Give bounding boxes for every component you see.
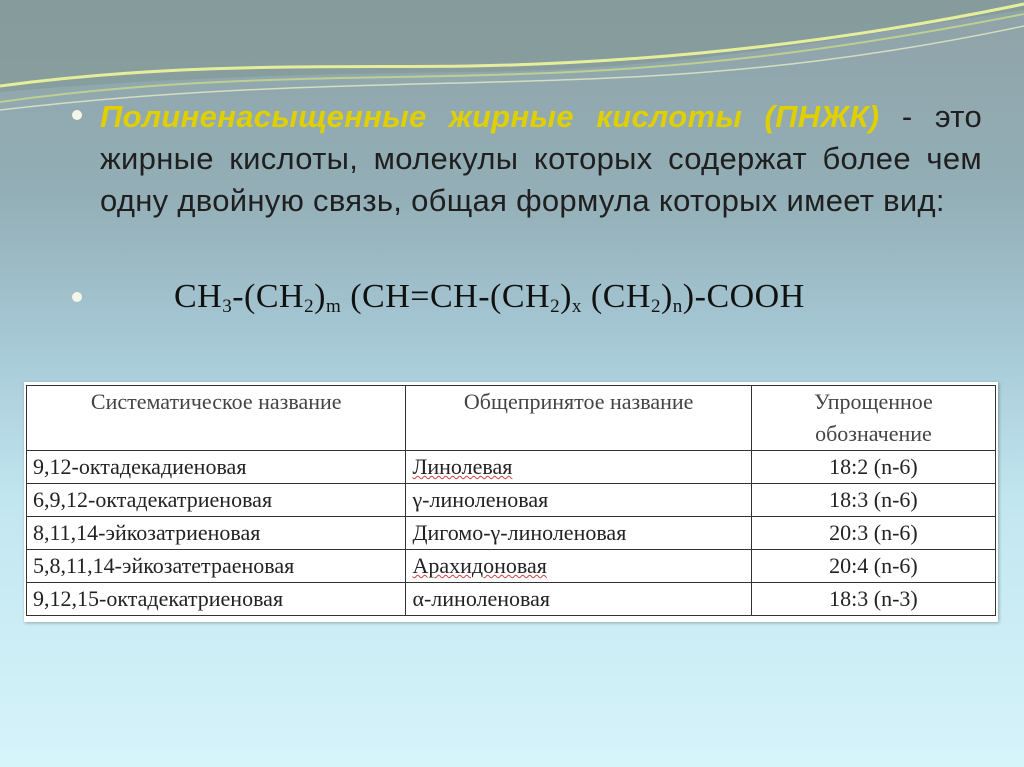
common-name-cell: Линолевая — [406, 451, 751, 484]
definition-bullet — [72, 96, 982, 222]
definition-term: Полиненасыщенные жирные кислоты (ПНЖК) — [100, 99, 880, 134]
short-notation-cell: 20:3 (n-6) — [751, 517, 995, 550]
systematic-name-cell: 5,8,11,14-эйкозатетраеновая — [27, 550, 406, 583]
header-short-notation: Упрощенное обозначение — [751, 386, 995, 451]
short-notation-cell: 20:4 (n-6) — [751, 550, 995, 583]
definition-text: - это жирные кислоты, молекулы которых содержат более чем одну двойную связь, общая формула которых имеет вид: — [100, 99, 982, 218]
formula-bullet — [72, 278, 982, 318]
table-row — [27, 451, 996, 484]
table-row — [27, 517, 996, 550]
header-systematic-name: Систематическое название — [27, 386, 406, 451]
bullet-dot-icon — [72, 292, 82, 302]
table-row — [27, 583, 996, 616]
short-notation-cell: 18:2 (n-6) — [751, 451, 995, 484]
common-name-cell: Арахидоновая — [406, 550, 751, 583]
fatty-acids-table-frame — [24, 382, 998, 622]
systematic-name-cell: 9,12,15-октадекатриеновая — [27, 583, 406, 616]
common-name-cell: Дигомо-γ-линоленовая — [406, 517, 751, 550]
common-name-cell: α-линоленовая — [406, 583, 751, 616]
systematic-name-cell: 6,9,12-октадекатриеновая — [27, 484, 406, 517]
short-notation-cell: 18:3 (n-6) — [751, 484, 995, 517]
general-formula: $CH_3-(CH_2)_m$ ($CH=CH-(CH_2)_x$ $(CH_2)_n$)-COOH — [174, 278, 805, 317]
table-row — [27, 484, 996, 517]
bullet-dot-icon — [72, 110, 82, 120]
systematic-name-cell: 9,12-октадекадиеновая — [27, 451, 406, 484]
fatty-acids-table — [26, 385, 996, 616]
table-header-row — [27, 386, 996, 451]
table-row — [27, 550, 996, 583]
definition-paragraph — [100, 96, 982, 222]
common-name-cell: γ-линоленовая — [406, 484, 751, 517]
header-common-name: Общепринятое название — [406, 386, 751, 451]
short-notation-cell: 18:3 (n-3) — [751, 583, 995, 616]
systematic-name-cell: 8,11,14-эйкозатриеновая — [27, 517, 406, 550]
